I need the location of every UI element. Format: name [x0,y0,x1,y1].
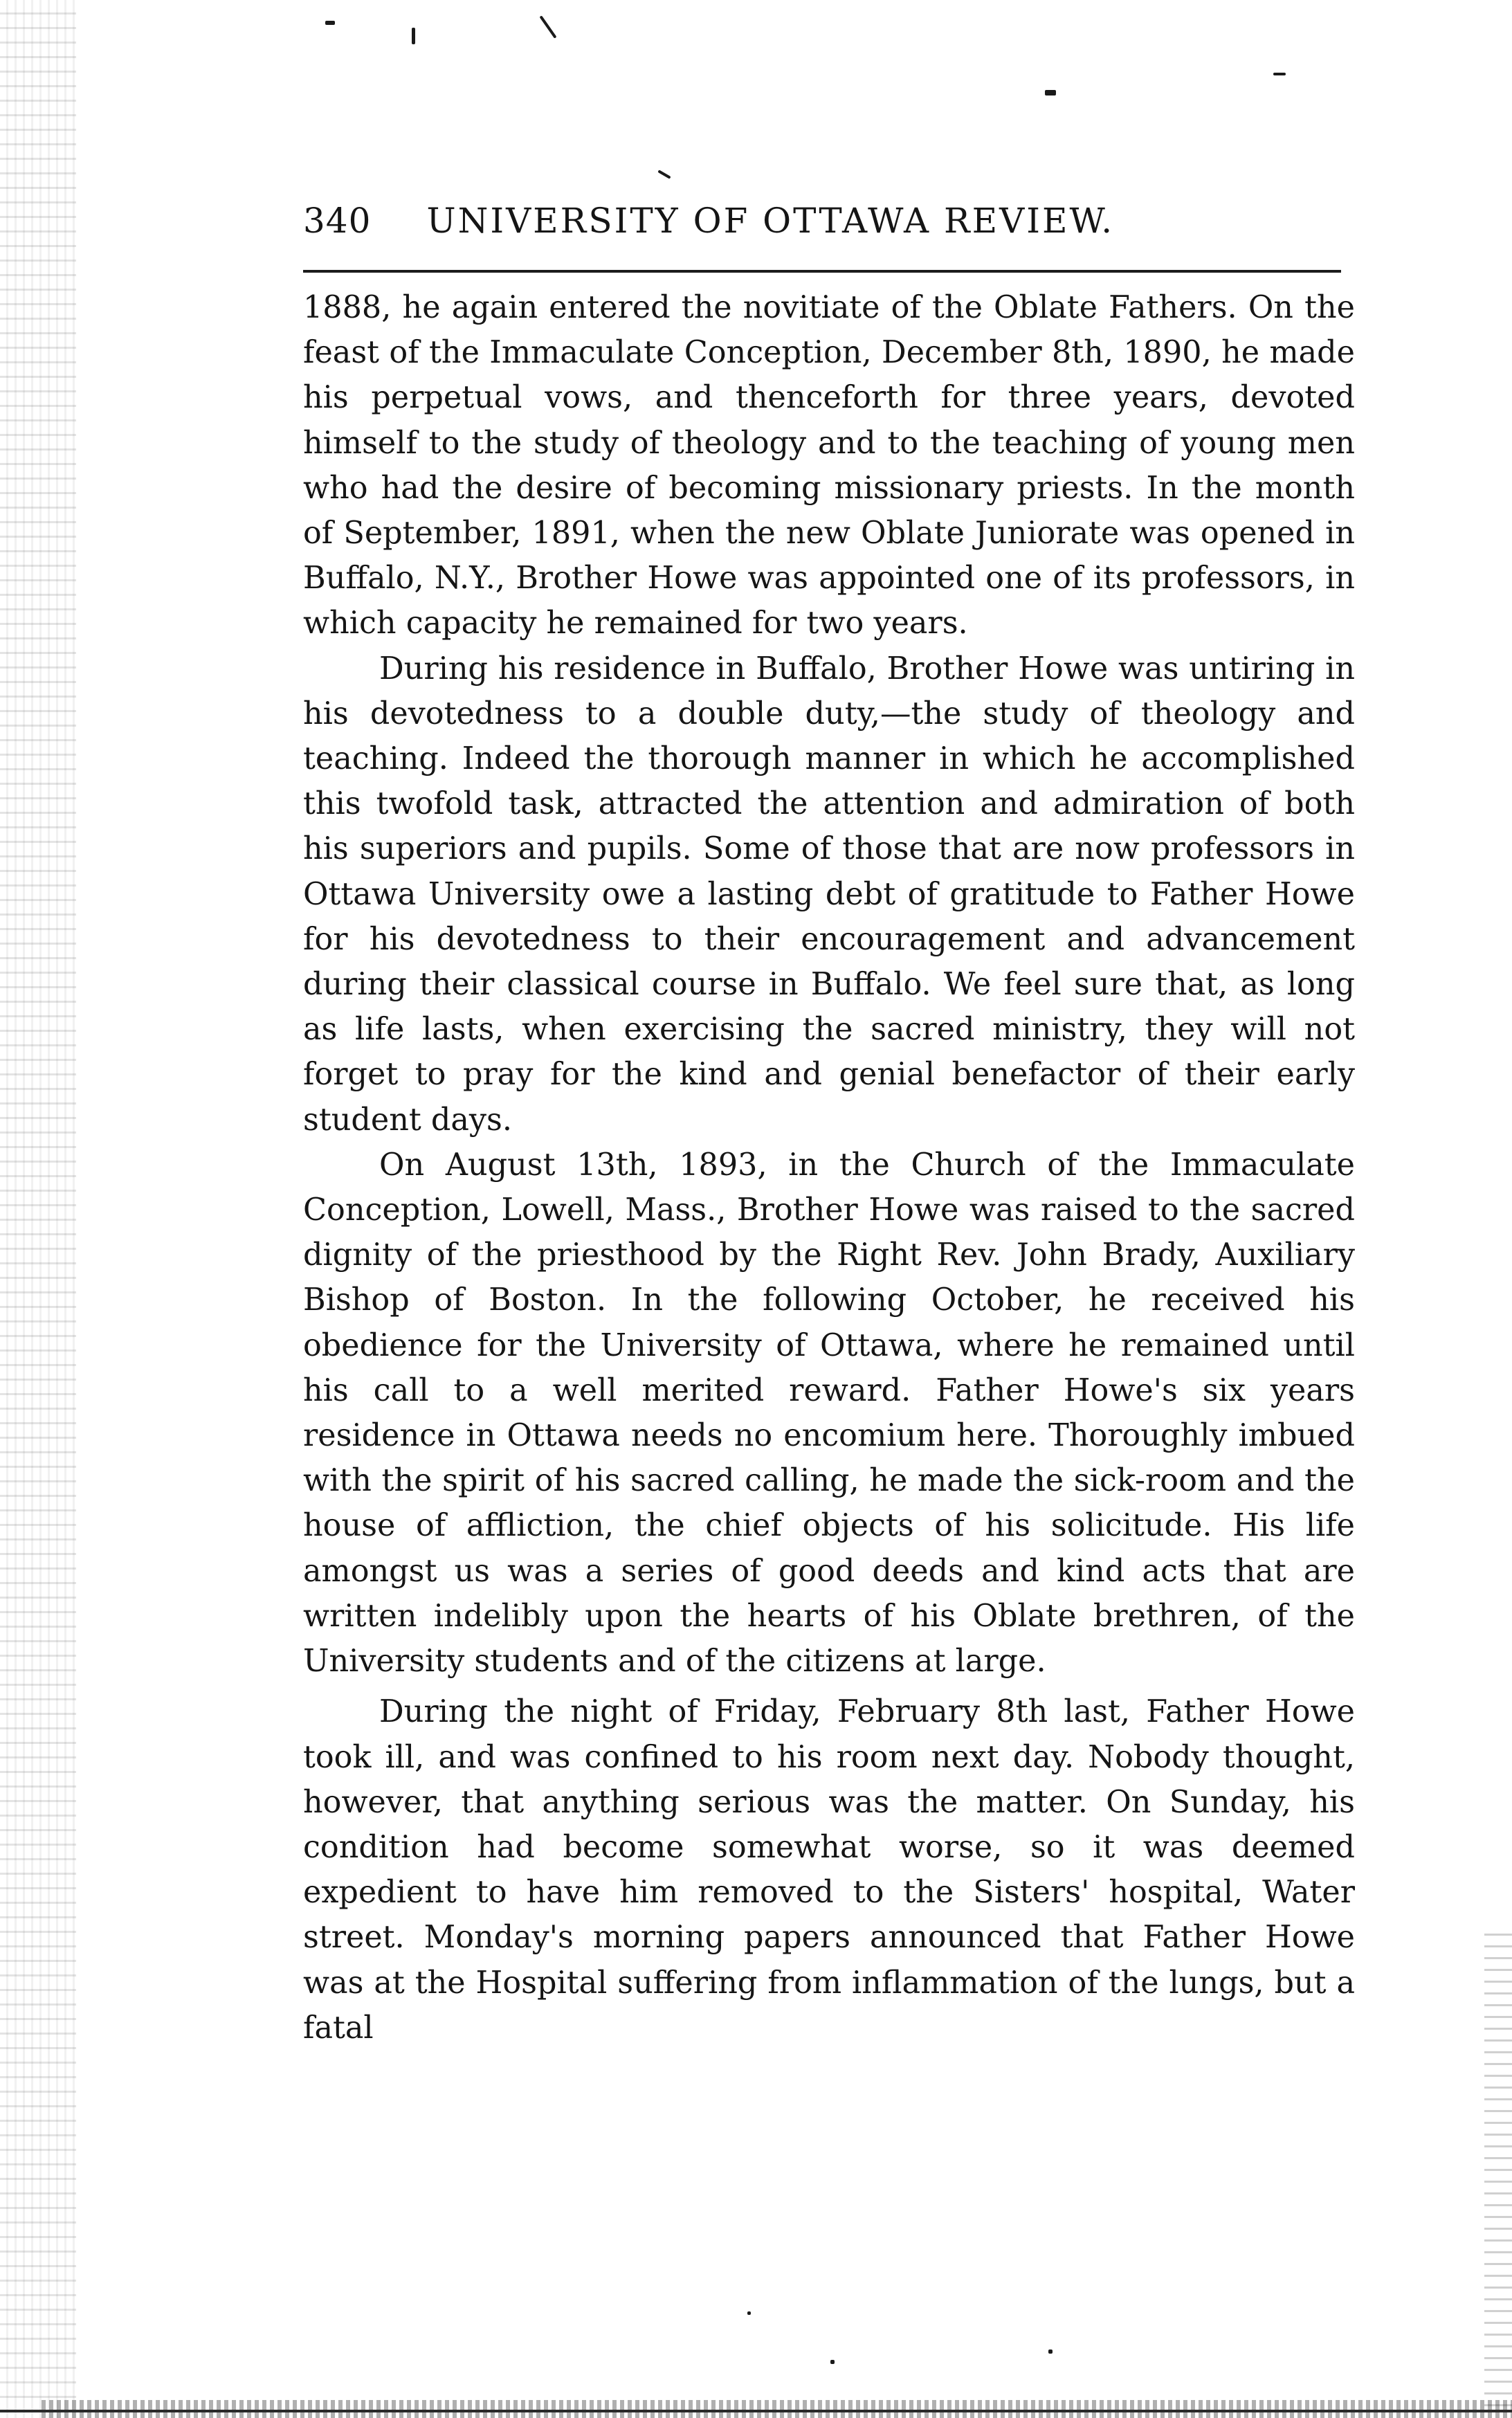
header-rule [303,270,1341,273]
scan-right-edge-noise [1484,1924,1512,2408]
paragraph-2: During his residence in Buffalo, Brother Howe was untiring in his devotedness to a double duty,—the study of theology and teaching. Indeed the thorough manner in which he accomplished this twofold task, attracted the attention and admiration of both his superiors and pupils. Some of those that are now professors in Ottawa University owe a lasting debt of gratitude to Father Howe for his devotedness to their encouragement and advancement during their classical course in Buffalo. We feel sure that, as long as life lasts, when exercising the sacred ministry, they will not forget to pray for the kind and genial benefactor of their early student days. [303,651,1355,1138]
body-text [303,285,1355,2051]
scan-left-edge-noise [0,0,76,2418]
page-header [303,201,1355,270]
paragraph-1: 1888, he again entered the novitiate of the Oblate Fathers. On the feast of the Immaculate Conception, December 8th, 1890, he made his perpetual vows, and thenceforth for three years, devoted himself to the study of theology and to the teaching of young men who had the desire of becoming missionary priests. In the month of September, 1891, when the new Oblate Juniorate was opened in Buffalo, N.Y., Brother Howe was appointed one of its professors, in which capacity he remained for two years. [303,290,1355,642]
scan-bottom-line [0,2410,1512,2412]
scan-speck [1048,2349,1053,2354]
scan-speck [325,21,335,25]
running-title: UNIVERSITY OF OTTAWA REVIEW. [426,201,1115,241]
paragraph-3: On August 13th, 1893, in the Church of the Immaculate Conception, Lowell, Mass., Brother Howe was raised to the sacred dignity of the priesthood by the Right Rev. John Brady, Auxiliary Bishop of Boston. In the following October, he received his obedience for the University of Ottawa, where he remained until his call to a well merited reward. Father Howe's six years residence in Ottawa needs no encomium here. Thoroughly imbued with the spirit of his sacred calling, he made the sick-room and the house of affliction, the chief objects of his solicitude. His life amongst us was a series of good deeds and kind acts that are written indelibly upon the hearts of his Oblate brethren, of the University students and of the citizens at large. [303,1147,1355,1680]
scan-speck [539,15,556,38]
scan-speck [412,28,415,44]
paragraph-4: During the night of Friday, February 8th last, Father Howe took ill, and was confined to his room next day. Nobody thought, however, that anything serious was the matter. On Sunday, his condition had become somewhat worse, so it was deemed expedient to have him removed to the Sisters' hospital, Water street. Monday's morning papers announced that Father Howe was at the Hospital suffering from inflammation of the lungs, but a fatal [303,1694,1355,2046]
scan-speck [830,2360,835,2364]
scan-speck [1273,73,1286,75]
scan-speck [657,170,671,179]
document-page [303,201,1355,2051]
page-number: 340 [303,201,372,241]
scan-speck [1045,90,1056,96]
scan-speck [747,2311,751,2315]
scan-bottom-edge-noise [42,2400,1512,2418]
